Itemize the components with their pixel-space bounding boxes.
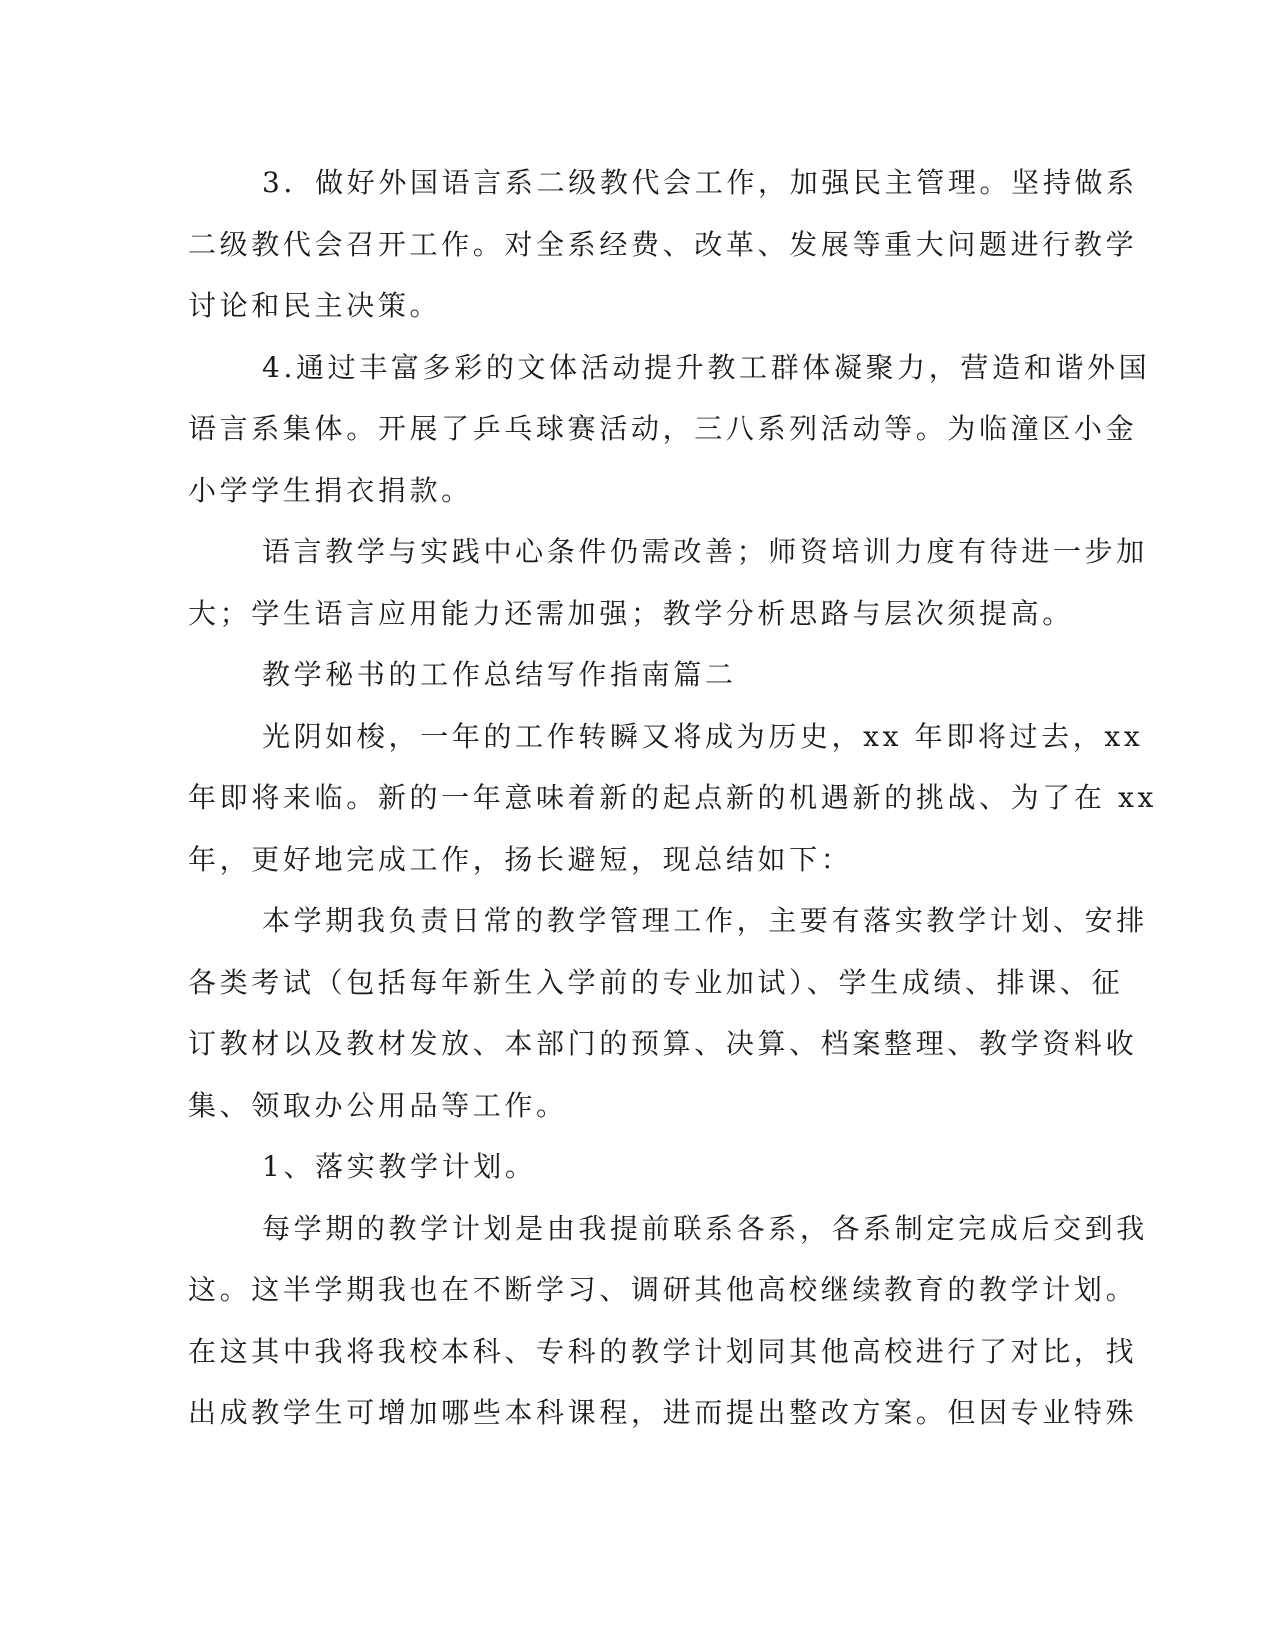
text-line: 光阴如梭，一年的工作转瞬又将成为历史，xx 年即将过去，xx xyxy=(262,719,1144,753)
text-line: 小学学生捐衣捐款。 xyxy=(188,473,473,507)
text-line: 本学期我负责日常的教学管理工作，主要有落实教学计划、安排 xyxy=(262,904,1148,937)
text-line: 年，更好地完成工作，扬长避短，现总结如下： xyxy=(188,842,853,876)
text-line: 在这其中我将我校本科、专科的教学计划同其他高校进行了对比，找 xyxy=(188,1334,1138,1368)
text-line: 3．做好外国语言系二级教代会工作，加强民主管理。坚持做系 xyxy=(262,166,1138,199)
section-heading: 教学秘书的工作总结写作指南篇二 xyxy=(262,658,737,691)
text-line: 二级教代会召开工作。对全系经费、改革、发展等重大问题进行教学 xyxy=(188,227,1138,261)
text-line: 集、领取办公用品等工作。 xyxy=(188,1088,568,1122)
text-line: 4.通过丰富多彩的文体活动提升教工群体凝聚力，营造和谐外国 xyxy=(262,350,1151,384)
text-line: 各类考试（包括每年新生入学前的专业加试）、学生成绩、排课、征 xyxy=(188,965,1124,999)
document-body xyxy=(188,152,1157,1444)
text-line: 年即将来临。新的一年意味着新的起点新的机遇新的挑战、为了在 xx xyxy=(188,781,1157,814)
text-line: 每学期的教学计划是由我提前联系各系，各系制定完成后交到我 xyxy=(262,1211,1148,1245)
text-line: 语言系集体。开展了乒乓球赛活动，三八系列活动等。为临潼区小金 xyxy=(188,412,1138,445)
text-line: 这。这半学期我也在不断学习、调研其他高校继续教育的教学计划。 xyxy=(188,1273,1138,1306)
text-line: 语言教学与实践中心条件仍需改善；师资培训力度有待进一步加 xyxy=(262,535,1148,568)
subheading: 1、落实教学计划。 xyxy=(262,1150,537,1183)
text-line: 大；学生语言应用能力还需加强；教学分析思路与层次须提高。 xyxy=(188,596,1074,630)
text-line: 讨论和民主决策。 xyxy=(188,289,442,322)
text-line: 订教材以及教材发放、本部门的预算、决算、档案整理、教学资料收 xyxy=(188,1027,1138,1060)
text-line: 出成教学生可增加哪些本科课程，进而提出整改方案。但因专业特殊 xyxy=(188,1396,1138,1429)
